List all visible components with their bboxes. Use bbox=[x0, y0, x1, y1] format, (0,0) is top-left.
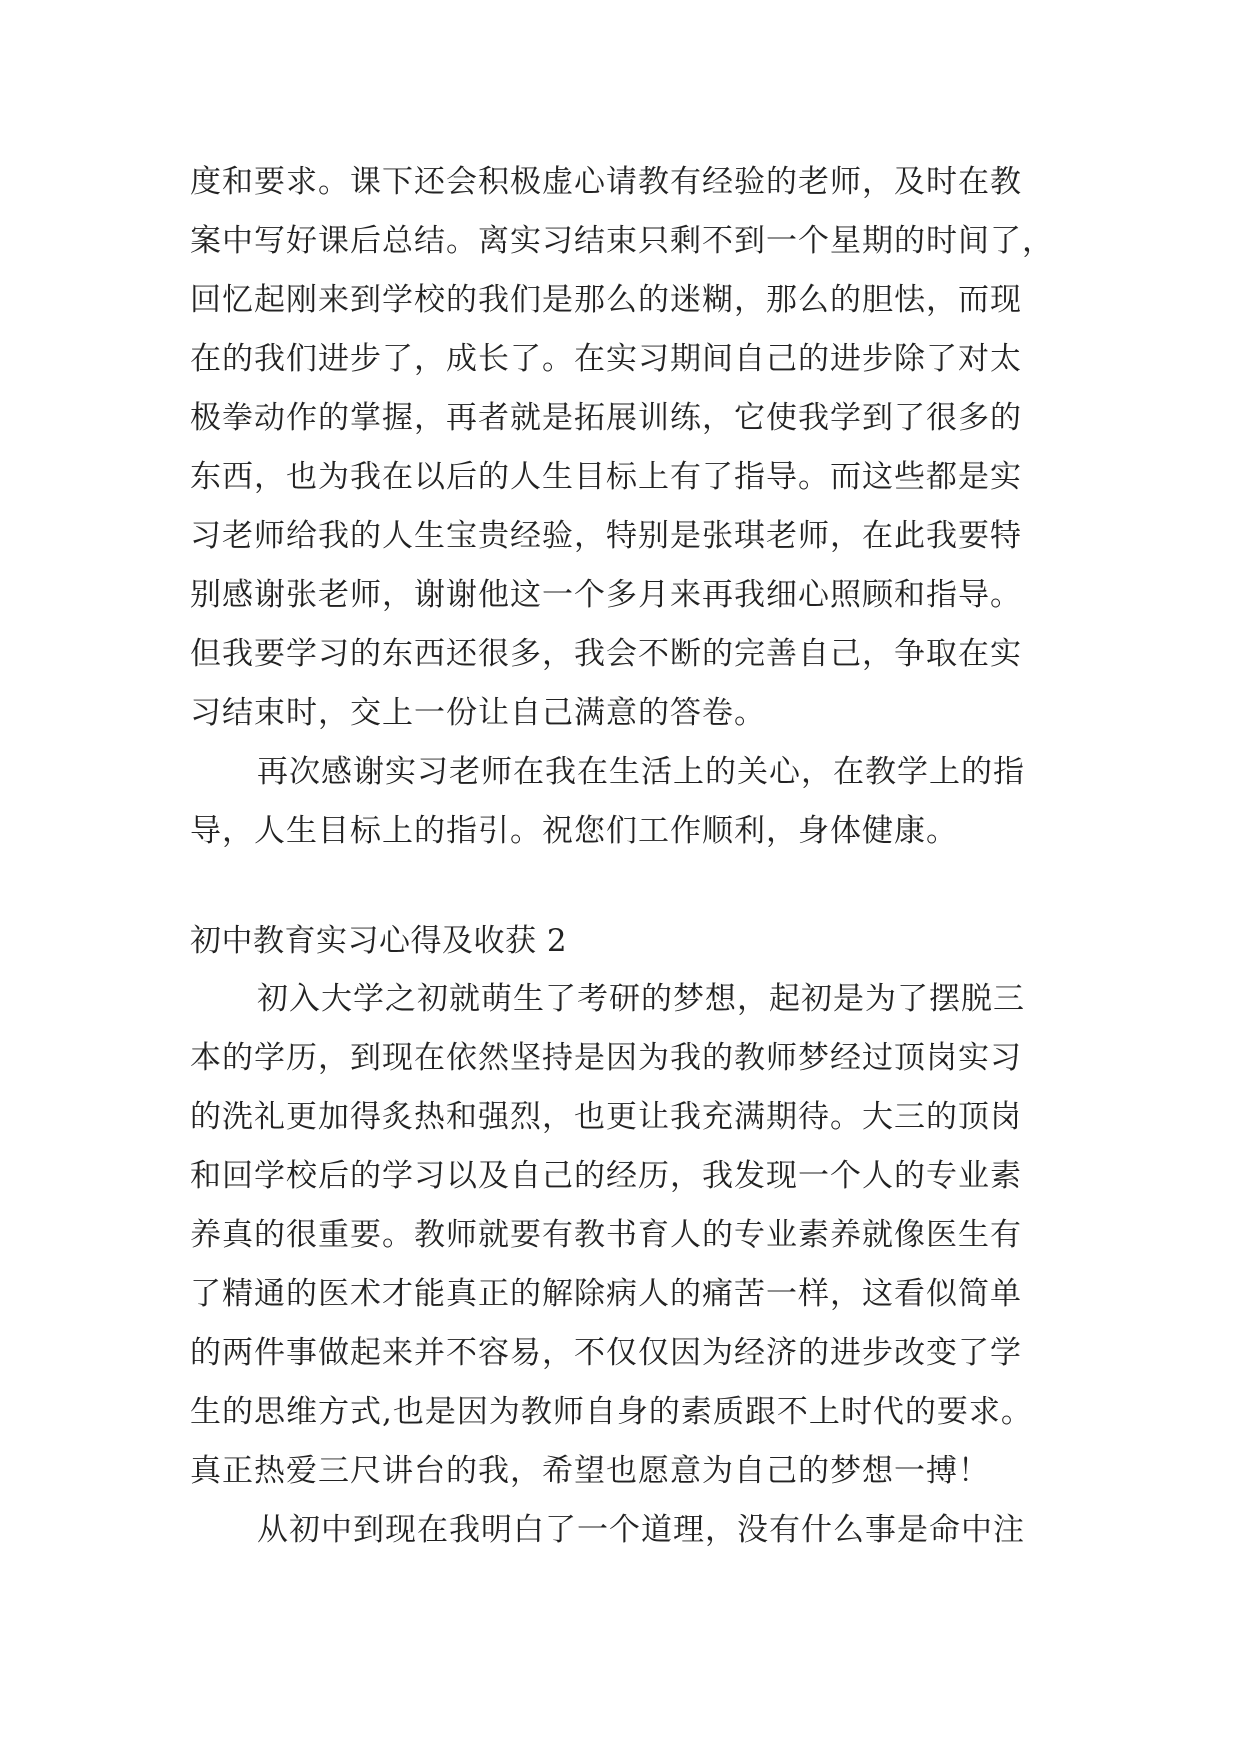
text-line: 再次感谢实习老师在我在生活上的关心，在教学上的指 bbox=[257, 754, 1025, 790]
text-line: 的洗礼更加得炙热和强烈，也更让我充满期待。大三的顶岗 bbox=[190, 1099, 1022, 1135]
text-line: 案中写好课后总结。离实习结束只剩不到一个星期的时间了， bbox=[190, 223, 1054, 259]
text-line: 度和要求。课下还会积极虚心请教有经验的老师，及时在教 bbox=[190, 164, 1022, 200]
text-line: 从初中到现在我明白了一个道理，没有什么事是命中注 bbox=[257, 1512, 1025, 1548]
text-line: 极拳动作的掌握，再者就是拓展训练，它使我学到了很多的 bbox=[190, 400, 1022, 436]
text-line: 别感谢张老师，谢谢他这一个多月来再我细心照顾和指导。 bbox=[190, 577, 1022, 613]
text-line: 真正热爱三尺讲台的我，希望也愿意为自己的梦想一搏！ bbox=[190, 1453, 990, 1489]
text-line: 在的我们进步了，成长了。在实习期间自己的进步除了对太 bbox=[190, 341, 1022, 377]
text-line: 习老师给我的人生宝贵经验，特别是张琪老师，在此我要特 bbox=[190, 518, 1022, 554]
text-line: 的两件事做起来并不容易，不仅仅因为经济的进步改变了学 bbox=[190, 1335, 1022, 1371]
text-line: 但我要学习的东西还很多，我会不断的完善自己，争取在实 bbox=[190, 636, 1022, 672]
text-line: 导，人生目标上的指引。祝您们工作顺利，身体健康。 bbox=[190, 813, 958, 849]
text-line: 和回学校后的学习以及自己的经历，我发现一个人的专业素 bbox=[190, 1158, 1022, 1194]
text-line: 初入大学之初就萌生了考研的梦想，起初是为了摆脱三 bbox=[257, 981, 1025, 1017]
section-title: 初中教育实习心得及收获 2 bbox=[190, 923, 568, 959]
text-line: 生的思维方式,也是因为教师自身的素质跟不上时代的要求。 bbox=[190, 1394, 1033, 1430]
text-line: 养真的很重要。教师就要有教书育人的专业素养就像医生有 bbox=[190, 1217, 1022, 1253]
text-line: 习结束时，交上一份让自己满意的答卷。 bbox=[190, 695, 766, 731]
text-line: 回忆起刚来到学校的我们是那么的迷糊，那么的胆怯，而现 bbox=[190, 282, 1022, 318]
text-line: 本的学历，到现在依然坚持是因为我的教师梦经过顶岗实习 bbox=[190, 1040, 1022, 1076]
text-line: 了精通的医术才能真正的解除病人的痛苦一样，这看似简单 bbox=[190, 1276, 1022, 1312]
text-line: 东西，也为我在以后的人生目标上有了指导。而这些都是实 bbox=[190, 459, 1022, 495]
